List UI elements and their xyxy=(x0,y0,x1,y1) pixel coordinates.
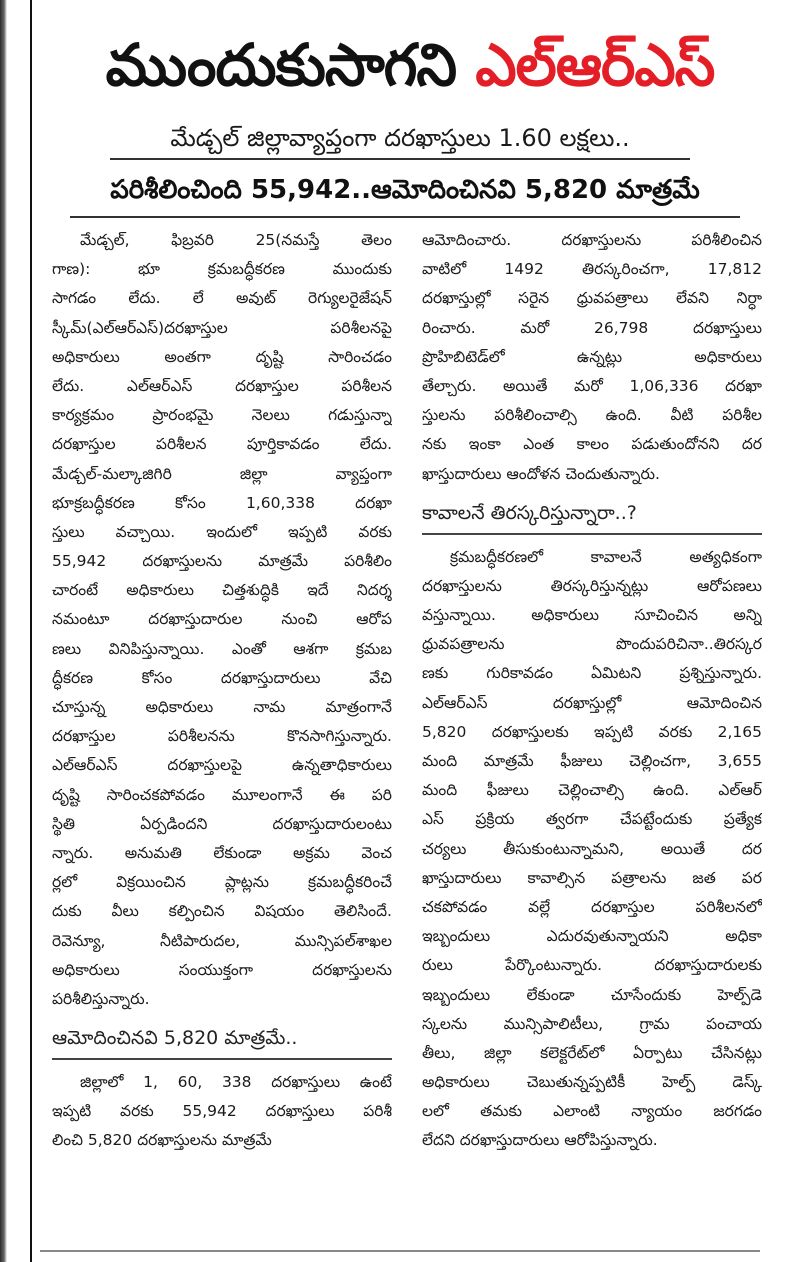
text-line: మంది మాత్రమే ఫీజులు చెల్లించగా, 3,655 xyxy=(422,752,762,770)
text-line: ఎల్‌ఆర్‌ఎస్‌ దరఖాస్తుల్లో ఆమోదించిన xyxy=(422,693,762,712)
text-line: భూక్రబద్ధీకరణ కోసం 1,60,338 దరఖా xyxy=(52,493,392,512)
text-line: అధికారులు అంతగా దృష్టి సారించడం xyxy=(52,347,392,366)
text-line: మేడ్చల్‌, ఫిబ్రవరి 25(నమస్తే తెలం xyxy=(80,231,392,249)
text-line: రెవెన్యూ, నీటిపారుదల, మున్సిపల్‌శాఖల xyxy=(52,931,392,950)
text-line: ప్రొహిబిటెడ్‌లో ఉన్నట్లు అధికారులు xyxy=(422,347,762,366)
text-line: ఎల్‌ఆర్‌ఎస్‌ దరఖాస్తులపై ఉన్నతాధికారులు xyxy=(52,756,392,775)
text-line: మేడ్చల్‌-మల్కాజిగిరి జిల్లా వ్యాప్తంగా xyxy=(52,464,392,483)
headline-part2: ఎల్‌ఆర్‌ఎస్‌ xyxy=(475,31,715,99)
text-line: ఇప్పటి వరకు 55,942 దరఖాస్తులు పరిశీ xyxy=(52,1102,392,1121)
text-line: లేదని దరఖాస్తుదారులు ఆరోపిస్తున్నారు. xyxy=(422,1131,658,1150)
text-line: గాణ): భూ క్రమబద్ధీకరణ ముందుకు xyxy=(52,260,392,279)
text-line: క్రమబద్ధీకరణలో కావాలనే అత్యధికంగా xyxy=(450,547,762,566)
text-line: 55,942 దరఖాస్తులను మాత్రమే పరిశీలిం xyxy=(52,552,392,571)
text-line: దరఖాస్తులను తిరస్కరిస్తున్నట్లు ఆరోపణలు xyxy=(422,576,762,595)
headline xyxy=(40,18,780,113)
text-line: దరఖాస్తుల పరిశీలనను కొనసాగిస్తున్నారు. xyxy=(52,727,392,746)
text-line: పరిశీలిస్తున్నారు. xyxy=(52,989,150,1008)
right-subhead-rule xyxy=(422,533,762,535)
text-line: 5,820 దరఖాస్తులకు ఇప్పటి వరకు 2,165 xyxy=(422,722,762,741)
text-line: లించి 5,820 దరఖాస్తులను మాత్రమే xyxy=(52,1131,272,1150)
text-line: చకపోవడం వల్లే దరఖాస్తుల పరిశీలనలో xyxy=(422,897,762,916)
deck-subtitle-1: మేడ్చల్‌ జిల్లావ్యాప్తంగా దరఖాస్తులు 1.60 లక్షలు.. xyxy=(170,124,630,152)
page-scan-edge xyxy=(0,0,7,1262)
text-line: దరఖాస్తుల పరిశీలన పూర్తికావడం లేదు. xyxy=(52,435,392,454)
deck-subtitle-2: పరిశీలించింది 55,942..ఆమోదించినవి 5,820 మాత్రమే xyxy=(110,175,700,205)
left-subhead-rule xyxy=(52,1058,392,1060)
text-line: రులు పేర్కొంటున్నారు. దరఖాస్తుదారులకు xyxy=(422,956,762,975)
left-column xyxy=(52,226,392,1156)
text-line: ఎస్‌ ప్రక్రియ త్వరగా చేపట్టేందుకు ప్రత్యేక xyxy=(422,810,762,829)
left-paragraph-1 xyxy=(52,226,392,1014)
text-line: కార్యక్రమం ప్రారంభమై నెలలు గడుస్తున్నా xyxy=(52,406,392,425)
right-paragraph-1 xyxy=(422,226,762,489)
text-line: ణకు గురికావడం ఏమిటని ప్రశ్నిస్తున్నారు. xyxy=(422,664,762,683)
text-line: రించారు. మరో 26,798 దరఖాస్తులు xyxy=(422,318,762,337)
text-line: చర్యలు తీసుకుంటున్నామని, అయితే దర xyxy=(422,839,762,858)
left-column-rule xyxy=(30,0,32,1262)
text-line: ఆమోదించారు. దరఖాస్తులను పరిశీలించిన xyxy=(422,231,762,249)
text-line: స్తులు వచ్చాయి. ఇందులో ఇప్పటి వరకు xyxy=(52,522,392,541)
text-line: నకు ఇంకా ఎంత కాలం పడుతుందోనని దర xyxy=(422,435,762,454)
left-paragraph-2 xyxy=(52,1068,392,1156)
text-line: మంది ఫీజులు చెల్లించాల్సి ఉంది. ఎల్‌ఆర్‌ xyxy=(422,781,762,800)
text-line: స్కీమ్‌(ఎల్‌ఆర్‌ఎస్‌)దరఖాస్తుల పరిశీలనపై xyxy=(52,318,392,337)
text-line: జిల్లాలో 1, 60, 338 దరఖాస్తులు ఉంటే xyxy=(80,1073,392,1092)
deck-rule-1 xyxy=(110,158,690,160)
text-line: చారంటే అధికారులు చిత్తశుద్ధికి ఇదే నిదర్శ xyxy=(52,581,392,600)
text-line: నమంటూ దరఖాస్తుదారుల నుంచి ఆరోప xyxy=(52,610,392,629)
right-paragraph-2 xyxy=(422,543,762,1156)
deck-rule-2 xyxy=(70,216,740,218)
text-line: తేల్చారు. అయితే మరో 1,06,336 దరఖా xyxy=(422,376,762,395)
text-line: ణలు వినిపిస్తున్నాయి. ఎంతో ఆశగా క్రమబ xyxy=(52,639,392,658)
text-line: వాటిలో 1492 తిరస్కరించగా, 17,812 xyxy=(422,260,762,279)
text-line: ఖాస్తుదారులు ఆందోళన చెందుతున్నారు. xyxy=(422,464,660,483)
text-line: చూస్తున్న అధికారులు నామ మాత్రంగానే xyxy=(52,698,392,716)
text-line: అధికారులు చెబుతున్నప్పటికీ హెల్ప్‌ డెస్క్‌ xyxy=(422,1073,762,1092)
text-line: వస్తున్నాయి. అధికారులు సూచించిన అన్ని xyxy=(422,606,762,625)
text-line: న్నారు. అనుమతి లేకుండా అక్రమ వెంచ xyxy=(52,843,392,862)
text-line: ద్ధీకరణ కోసం దరఖాస్తుదారులు వేచి xyxy=(52,668,392,687)
text-line: స్తులను పరిశీలించాల్సి ఉంది. వీటి పరిశీల xyxy=(422,406,762,425)
text-line: సాగడం లేదు. లే అవుట్‌ రెగ్యులరైజేషన్‌ xyxy=(52,289,392,308)
left-subhead: ఆమోదించినవి 5,820 మాత్రమే.. xyxy=(52,1027,298,1050)
text-line: ర్లలో విక్రయించిన ప్లాట్లను క్రమబద్ధీకరించే xyxy=(52,873,392,892)
text-line: లేదు. ఎల్‌ఆర్‌ఎస్‌ దరఖాస్తుల పరిశీలన xyxy=(52,376,392,395)
text-line: ఖాస్తుదారులు కావాల్సిన పత్రాలను జత పర xyxy=(422,868,762,887)
text-line: స్కలను మున్సిపాలిటీలు, గ్రామ పంచాయ xyxy=(422,1014,762,1033)
right-subhead: కావాలనే తిరస్కరిస్తున్నారా..? xyxy=(422,501,637,524)
text-line: తీలు, జిల్లా కలెక్టరేట్‌లో ఏర్పాటు చేసినట్లు xyxy=(422,1043,762,1062)
text-line: దుకు వీలు కల్పించిన విషయం తెలిసిందే. xyxy=(52,902,392,921)
text-line: ఇబ్బందులు ఎదురవుతున్నాయని అధికా xyxy=(422,927,762,946)
bottom-rule xyxy=(40,1250,760,1252)
headline-part1: ముందుకుసాగని xyxy=(105,31,457,99)
text-line: అధికారులు సంయుక్తంగా దరఖాస్తులను xyxy=(52,960,392,979)
right-column xyxy=(422,226,762,1156)
text-line: స్థితి ఏర్పడిందని దరఖాస్తుదారులంటు xyxy=(52,814,392,833)
text-line: దృష్టి సారించకపోవడం మూలంగానే ఈ పరి xyxy=(52,785,392,804)
text-line: దరఖాస్తుల్లో సరైన ధ్రువపత్రాలు లేవని నిర్ధా xyxy=(422,289,762,308)
text-line: ధ్రువపత్రాలను పొందుపరిచినా..తిరస్కర xyxy=(422,635,762,654)
text-line: ఇబ్బందులు లేకుండా చూసేందుకు హెల్ప్‌డె xyxy=(422,985,762,1004)
text-line: లలో తమకు ఎలాంటి న్యాయం జరగడం xyxy=(422,1102,762,1121)
